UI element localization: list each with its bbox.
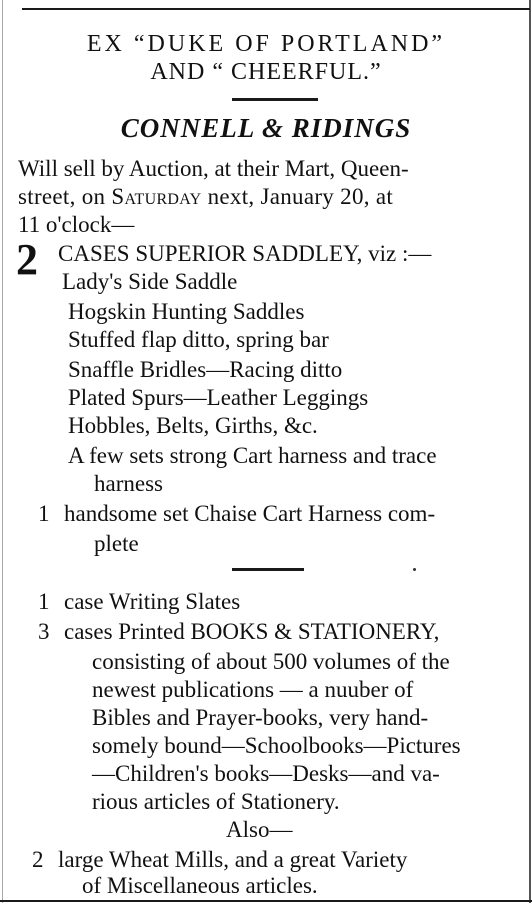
also-line: Also— [226, 817, 293, 842]
chaise-line-1: handsome set Chaise Cart Harness com- [64, 501, 436, 526]
auctioneers-title: CONNELL & RIDINGS [120, 113, 412, 143]
saddlery-item: Plated Spurs—Leather Leggings [68, 385, 369, 410]
slates-line: case Writing Slates [64, 589, 241, 614]
header-line-1: EX “DUKE OF PORTLAND” [86, 31, 446, 57]
saddlery-item: Stuffed flap ditto, spring bar [68, 327, 329, 352]
intro-line-2-b: next, January 20, at [201, 184, 394, 209]
intro-day: Saturday [111, 184, 202, 209]
chaise-count: 1 [38, 501, 50, 526]
mills-line-1: large Wheat Mills, and a great Variety [58, 847, 408, 872]
books-line: —Children's books—Desks—and va- [92, 761, 440, 786]
books-line: newest publications — a nuuber of [92, 677, 414, 702]
saddlery-item: Hogskin Hunting Saddles [68, 299, 305, 324]
books-line: rious articles of Stationery. [92, 789, 340, 814]
intro-line-2-a: street, on [18, 184, 112, 209]
mills-count: 2 [32, 847, 44, 872]
bottom-rule [0, 900, 532, 902]
header-line-2: AND “ CHEERFUL.” [150, 59, 382, 85]
saddlery-item: Snaffle Bridles—Racing ditto [68, 357, 343, 382]
ink-dot [413, 568, 416, 571]
intro-line-2 [18, 183, 393, 211]
saddlery-item: Lady's Side Saddle [62, 269, 238, 294]
saddlery-item: A few sets strong Cart harness and trace [68, 443, 437, 468]
books-line: Bibles and Prayer-books, very hand- [92, 705, 429, 730]
saddlery-item: harness [94, 471, 163, 496]
books-line: cases Printed BOOKS & STATIONERY, [64, 619, 440, 644]
intro-line-3: 11 o'clock— [18, 212, 135, 237]
saddlery-count: 2 [16, 235, 38, 284]
slates-count: 1 [38, 589, 50, 614]
books-line: consisting of about 500 volumes of the [92, 649, 450, 674]
saddlery-item: Hobbles, Belts, Girths, &c. [68, 413, 318, 438]
short-rule-2 [232, 568, 304, 571]
books-count: 3 [38, 619, 50, 644]
chaise-line-2: plete [94, 531, 139, 556]
books-line: somely bound—Schoolbooks—Pictures [92, 733, 461, 758]
top-rule [22, 8, 530, 10]
saddlery-heading: CASES SUPERIOR SADDLEY, viz :— [58, 241, 432, 266]
short-rule-1 [232, 98, 318, 101]
mills-line-2: of Miscellaneous articles. [82, 873, 318, 898]
intro-line-1: Will sell by Auction, at their Mart, Queen- [18, 156, 409, 181]
